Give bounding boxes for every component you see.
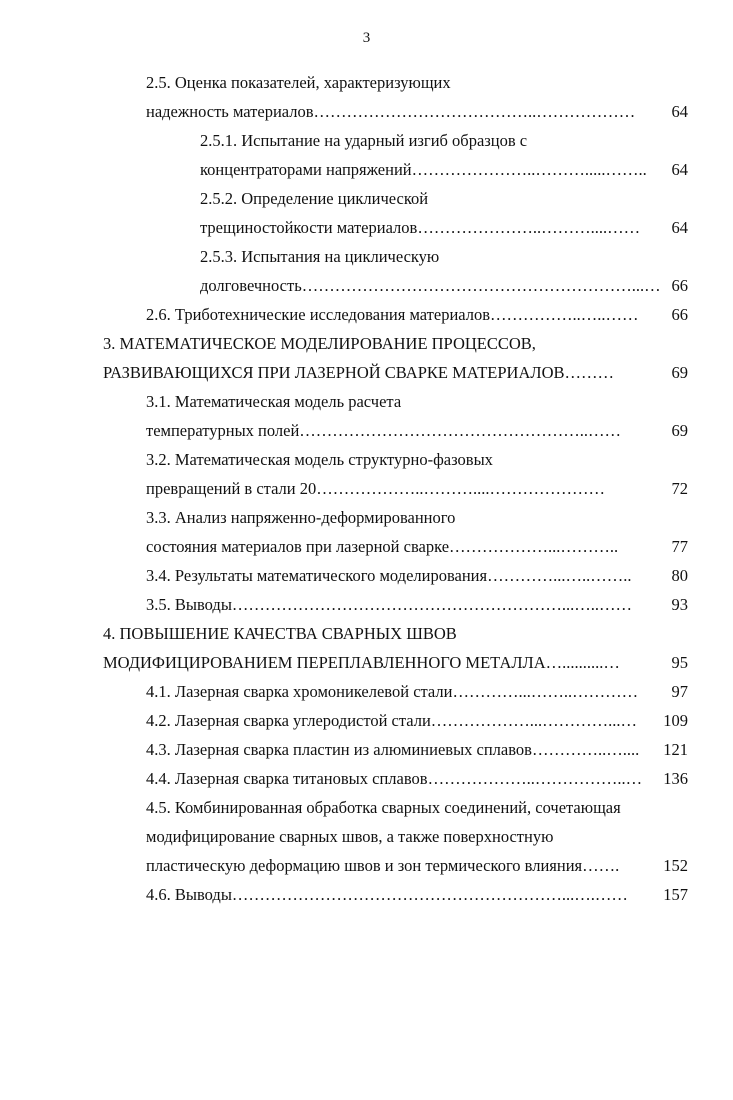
toc-page-number: 64 [671,218,688,237]
toc-line: 2.5.1. Испытание на ударный изгиб образцов с [200,131,528,150]
toc-page-number: 157 [663,885,688,904]
toc-line: 4.2. Лазерная сварка углеродистой стали………………...…………...… [146,711,638,730]
toc-page-number: 109 [663,711,688,730]
toc-line: 3.1. Математическая модель расчета [146,392,402,411]
toc-line: 4.5. Комбинированная обработка сварных соединений, сочетающая [146,798,621,817]
toc-line: 2.6. Триботехнические исследования материалов……………..…..…… [146,305,639,324]
toc-page-number: 77 [671,537,688,556]
toc-line: 3.4. Результаты математического моделирования…………...…..…….. [146,566,632,585]
toc-line: 3.3. Анализ напряженно-деформированного [146,508,456,527]
toc-page-number: 121 [663,740,688,759]
toc-page-number: 64 [671,160,688,179]
toc-line: температурных полей……………………………………………..…… [146,421,622,440]
toc-page-number: 80 [671,566,688,585]
toc-line: 4.4. Лазерная сварка титановых сплавов………………..……………..… [146,769,643,788]
toc-line: 3.2. Математическая модель структурно-фазовых [146,450,493,469]
toc-page-number: 66 [671,305,688,324]
toc-chapter-heading: РАЗВИВАЮЩИХСЯ ПРИ ЛАЗЕРНОЙ СВАРКЕ МАТЕРИАЛОВ……… [103,363,614,382]
toc-line: 4.3. Лазерная сварка пластин из алюминиевых сплавов…………..….... [146,740,640,759]
toc-line: 2.5. Оценка показателей, характеризующих [146,73,451,92]
toc-chapter-heading: 4. ПОВЫШЕНИЕ КАЧЕСТВА СВАРНЫХ ШВОВ [103,624,457,643]
toc-chapter-heading: 3. МАТЕМАТИЧЕСКОЕ МОДЕЛИРОВАНИЕ ПРОЦЕССОВ, [103,334,536,353]
toc-line: надежность материалов…………………………………..……………… [146,102,636,121]
toc-line: состояния материалов при лазерной сварке………………...……….. [146,537,619,556]
toc-line: концентраторами напряжений…………………..……….....…….. [200,160,647,179]
toc-line: 3.5. Выводы……………………………………………………...…..…… [146,595,633,614]
toc-line: 2.5.3. Испытания на циклическую [200,247,440,266]
toc-page-number: 64 [671,102,688,121]
toc-page-number: 136 [663,769,688,788]
toc-page-number: 72 [671,479,688,498]
toc-line: модифицирование сварных швов, а также поверхностную [146,827,554,846]
toc-line: 2.5.2. Определение циклической [200,189,429,208]
toc-page-number: 66 [671,276,688,295]
toc-page-number: 69 [671,421,688,440]
toc-line: долговечность……………………………………………………...… [200,276,661,295]
toc-line: пластическую деформацию швов и зон термического влияния……. [146,856,620,875]
toc-line: 4.6. Выводы……………………………………………………...….…… [146,885,628,904]
toc-line: трещиностойкости материалов…………………..………....…… [200,218,641,237]
toc-page-number: 93 [671,595,688,614]
toc-line: 4.1. Лазерная сварка хромоникелевой стали…………...……..………… [146,682,639,701]
toc-page-number: 97 [671,682,688,701]
toc-page-number: 95 [671,653,688,672]
toc-chapter-heading: МОДИФИЦИРОВАНИЕМ ПЕРЕПЛАВЛЕННОГО МЕТАЛЛА…..........… [103,653,620,672]
page-number: 3 [362,30,371,46]
toc-line: превращений в стали 20………………..………....………………… [146,479,605,498]
toc-page-number: 152 [663,856,688,875]
toc-page-number: 69 [671,363,688,382]
